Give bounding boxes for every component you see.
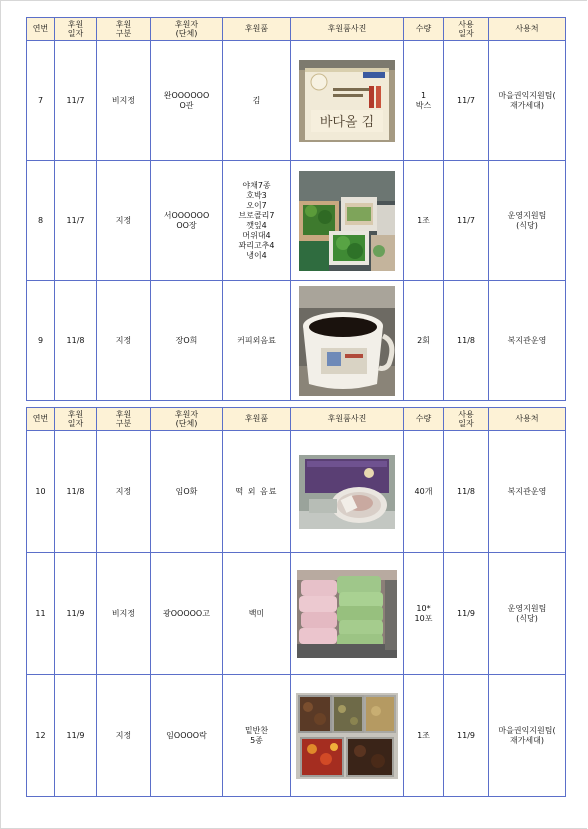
- cell-qty: 2회: [404, 281, 444, 401]
- table-row: [27, 161, 566, 281]
- gim-brand-text: 바다올 김: [319, 114, 375, 130]
- coffee-cup-photo: [299, 286, 395, 396]
- header-row: [27, 18, 566, 41]
- col-header-date: 후원 일자: [55, 18, 97, 41]
- col-header-date: 후원 일자: [55, 408, 97, 431]
- cell-item: 야채7종 호박3 오이7 브로콜리7 깻잎4 머위대4 꽈리고추4 냉이4: [223, 161, 291, 281]
- cell-no: 7: [27, 41, 55, 161]
- header-row: [27, 408, 566, 431]
- vegetable-boxes-photo: [299, 171, 395, 271]
- rice-cake-pack-photo: [299, 455, 395, 529]
- donation-table-1: [26, 17, 566, 401]
- cell-place: 운영지원팀 (식당): [489, 161, 566, 281]
- cell-use-date: 11/8: [444, 431, 489, 553]
- cell-date: 11/9: [55, 675, 97, 797]
- cell-date: 11/8: [55, 281, 97, 401]
- cell-photo: [291, 161, 404, 281]
- table-row: [27, 553, 566, 675]
- cell-place: 복지관운영: [489, 281, 566, 401]
- cell-item: 떡 외 음료: [223, 431, 291, 553]
- cell-no: 11: [27, 553, 55, 675]
- cell-donor: 서OOOOOO OO장: [151, 161, 223, 281]
- cell-qty: 1조: [404, 675, 444, 797]
- col-header-place: 사용처: [489, 408, 566, 431]
- cell-no: 9: [27, 281, 55, 401]
- cell-qty: 1조: [404, 161, 444, 281]
- cell-photo: [291, 431, 404, 553]
- cell-donor: 임OOOO락: [151, 675, 223, 797]
- cell-no: 8: [27, 161, 55, 281]
- cell-no: 10: [27, 431, 55, 553]
- cell-item: 커피외음료: [223, 281, 291, 401]
- col-header-use-date: 사용 일자: [444, 408, 489, 431]
- cell-qty: 40개: [404, 431, 444, 553]
- cell-no: 12: [27, 675, 55, 797]
- side-dish-trays-photo: [296, 693, 398, 779]
- cell-type: 지정: [97, 675, 151, 797]
- col-header-use-date: 사용 일자: [444, 18, 489, 41]
- cell-photo: [291, 553, 404, 675]
- cell-type: 지정: [97, 161, 151, 281]
- cell-type: 비지정: [97, 41, 151, 161]
- col-header-type: 후원 구분: [97, 408, 151, 431]
- cell-donor: 광OOOOO고: [151, 553, 223, 675]
- col-header-donor: 후원자 (단체): [151, 18, 223, 41]
- cell-date: 11/8: [55, 431, 97, 553]
- cell-place: 운영지원팀 (식당): [489, 553, 566, 675]
- cell-use-date: 11/9: [444, 553, 489, 675]
- cell-donor: 임O화: [151, 431, 223, 553]
- cell-photo: [291, 281, 404, 401]
- cell-type: 비지정: [97, 553, 151, 675]
- donation-table-2: [26, 407, 566, 797]
- gim-gift-box-photo: [299, 60, 395, 142]
- cell-use-date: 11/7: [444, 161, 489, 281]
- col-header-photo: 후원품사진: [291, 18, 404, 41]
- table-row: [27, 431, 566, 553]
- table-row: [27, 281, 566, 401]
- cell-donor: 완OOOOOO O관: [151, 41, 223, 161]
- table-row: [27, 675, 566, 797]
- cell-date: 11/9: [55, 553, 97, 675]
- cell-type: 지정: [97, 281, 151, 401]
- col-header-place: 사용처: [489, 18, 566, 41]
- cell-qty: 1 박스: [404, 41, 444, 161]
- cell-photo: [291, 675, 404, 797]
- cell-place: 마을권익지원팀( 재가세대): [489, 41, 566, 161]
- col-header-no: 연번: [27, 408, 55, 431]
- col-header-item: 후원품: [223, 408, 291, 431]
- cell-date: 11/7: [55, 41, 97, 161]
- col-header-no: 연번: [27, 18, 55, 41]
- table-row: [27, 41, 566, 161]
- col-header-qty: 수량: [404, 18, 444, 41]
- cell-item: 밑반찬 5종: [223, 675, 291, 797]
- cell-donor: 장O희: [151, 281, 223, 401]
- cell-use-date: 11/7: [444, 41, 489, 161]
- col-header-donor: 후원자 (단체): [151, 408, 223, 431]
- cell-use-date: 11/9: [444, 675, 489, 797]
- col-header-qty: 수량: [404, 408, 444, 431]
- cell-type: 지정: [97, 431, 151, 553]
- col-header-type: 후원 구분: [97, 18, 151, 41]
- cell-item: 백미: [223, 553, 291, 675]
- col-header-item: 후원품: [223, 18, 291, 41]
- cell-place: 마을권익지원팀( 재가세대): [489, 675, 566, 797]
- cell-item: 김: [223, 41, 291, 161]
- cell-qty: 10* 10포: [404, 553, 444, 675]
- cell-photo: [291, 41, 404, 161]
- cell-date: 11/7: [55, 161, 97, 281]
- cell-use-date: 11/8: [444, 281, 489, 401]
- rice-bags-photo: [297, 570, 397, 658]
- cell-place: 복지관운영: [489, 431, 566, 553]
- col-header-photo: 후원품사진: [291, 408, 404, 431]
